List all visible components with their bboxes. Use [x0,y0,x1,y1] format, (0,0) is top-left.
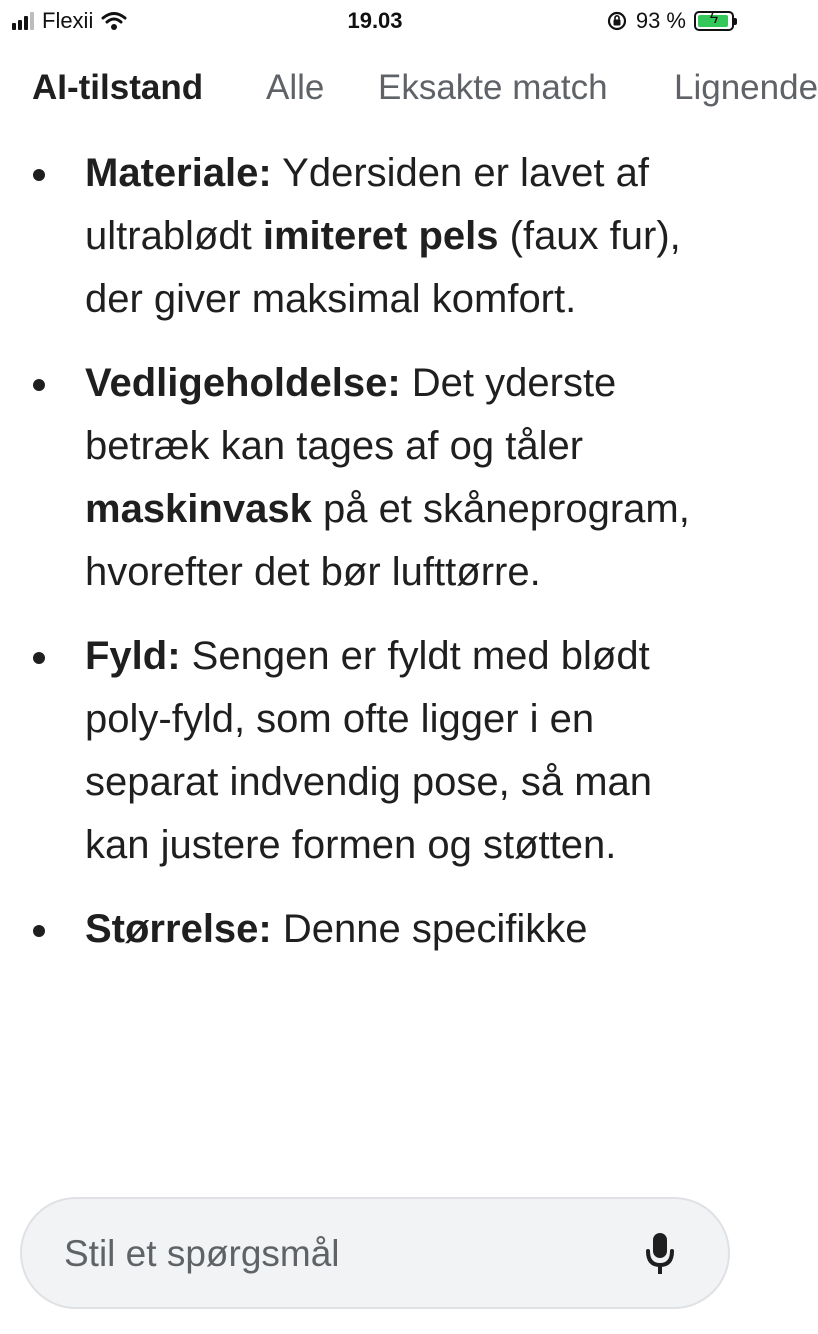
ai-answer-content [0,142,750,1162]
item-text: Det yderste betræk kan tages af og tåler [85,361,617,468]
item-text: Sengen er fyldt med blødt poly-fyld, som ofte ligger i en separat indvendig pose, så man kan justere formen og støtten. [85,634,653,867]
item-text: på et skåneprogram, hvorefter det bør lufttørre. [85,487,690,594]
list-item-size [0,898,750,961]
bullet-point [33,379,45,391]
item-title: Fyld: [85,634,181,678]
item-title: Materiale: [85,151,272,195]
tab-all[interactable]: Alle [266,68,325,107]
battery-percent: 93 % [635,8,686,33]
list-item-maintenance [0,352,750,604]
status-bar [0,0,750,42]
item-text: (faux fur), der giver maksimal komfort. [85,214,681,321]
item-text: Denne specifikke [271,907,588,951]
item-emphasis: maskinvask [85,487,312,531]
status-time: 19.03 [347,8,403,33]
charging-bolt-icon: ϟ [709,10,719,27]
carrier-name: Flexii [42,8,94,33]
microphone-icon[interactable] [640,1229,680,1279]
orientation-lock-icon [606,10,628,32]
bullet-point [33,652,45,664]
battery-charging-icon [694,11,734,31]
tab-exact-match[interactable]: Eksakte match [378,68,608,107]
list-item-material [0,142,750,331]
status-right [606,8,734,34]
item-emphasis: imiteret pels [262,214,499,258]
bullet-point [33,925,45,937]
bullet-point [33,169,45,181]
ask-question-input[interactable] [62,1199,626,1309]
item-text: Ydersiden er lavet af ultrablødt [85,151,650,258]
tab-ai-mode[interactable]: AI-tilstand [32,68,204,107]
ask-question-bar [20,1197,730,1309]
list-item-filling [0,625,750,877]
search-mode-tabs [0,58,818,128]
tab-similar[interactable]: Lignende [674,68,818,107]
item-title: Vedligeholdelse: [85,361,401,405]
item-title: Størrelse: [85,907,272,951]
